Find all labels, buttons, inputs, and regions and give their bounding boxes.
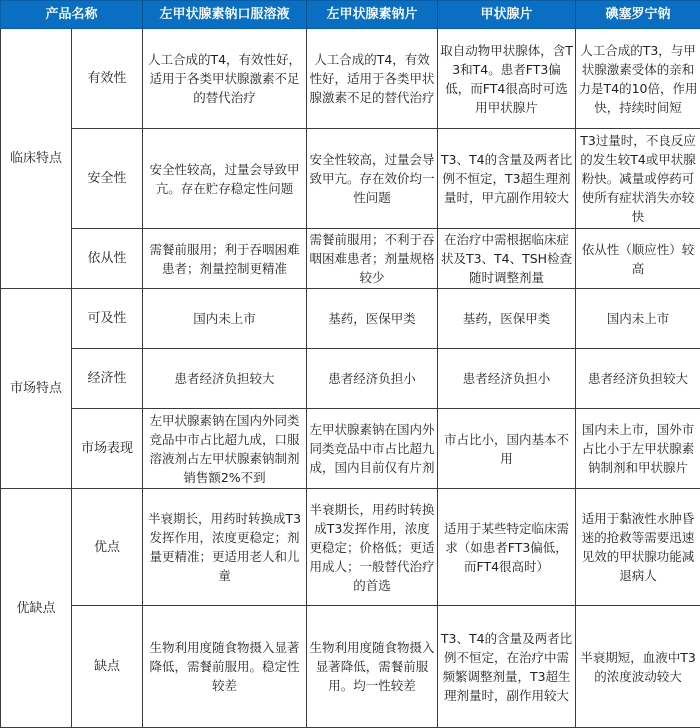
table-row [1, 349, 700, 409]
header-row [1, 1, 700, 29]
table-cell: T3、T4的含量及两者比例不恒定，在治疗中需频繁调整剂量，T3超生理剂量时，副作用较大 [438, 606, 576, 728]
table-cell: 国内未上市，国外市占比小于左甲状腺素钠制剂和甲状腺片 [576, 409, 700, 489]
table-cell: 国内未上市 [576, 289, 700, 349]
table-cell: 需餐前服用；利于吞咽困难患者；剂量控制更精准 [143, 229, 307, 289]
table-cell: 半衰期长，用药时转换成T3发挥作用，浓度更稳定；剂量更精准；更适用老人和儿童 [143, 489, 307, 606]
table-cell: 需餐前服用；不利于吞咽困难患者；剂量规格较少 [307, 229, 438, 289]
table-row [1, 129, 700, 229]
table-row [1, 409, 700, 489]
table-cell: 人工合成的T4，有效性好，适用于各类甲状腺激素不足的替代治疗 [143, 29, 307, 129]
table-cell: 基药，医保甲类 [438, 289, 576, 349]
table-cell: 左甲状腺素钠在国内外同类竞品中市占比超九成，国内目前仅有片剂 [307, 409, 438, 489]
table-cell: 人工合成的T3，与甲状腺激素受体的亲和力是T4的10倍，作用快，持续时间短 [576, 29, 700, 129]
attribute-market-performance: 市场表现 [72, 409, 143, 489]
category-clinical: 临床特点 [1, 29, 72, 289]
table-cell: 患者经济负担小 [438, 349, 576, 409]
table-cell: 基药，医保甲类 [307, 289, 438, 349]
table-row [1, 229, 700, 289]
header-levothyroxine-tablet: 左甲状腺素钠片 [307, 1, 438, 29]
header-product-name: 产品名称 [1, 1, 143, 29]
table-cell: 患者经济负担较大 [143, 349, 307, 409]
table-row [1, 289, 700, 349]
table-row [1, 29, 700, 129]
table-cell: 安全性较高，过量会导致甲亢。存在效价均一性问题 [307, 129, 438, 229]
attribute-compliance: 依从性 [72, 229, 143, 289]
header-thyroid-tablet: 甲状腺片 [438, 1, 576, 29]
table-cell: 依从性（顺应性）较高 [576, 229, 700, 289]
table-cell: 取自动物甲状腺体，含T3和T4。患者FT3偏低，而FT4很高时可选用甲状腺片 [438, 29, 576, 129]
table-cell: T3过量时，不良反应的发生较T4或甲状腺粉快。减量或停药可使所有症状消失亦较快 [576, 129, 700, 229]
category-market: 市场特点 [1, 289, 72, 489]
table-cell: 生物利用度随食物摄入显著降低，需餐前服用。稳定性较差 [143, 606, 307, 728]
attribute-safety: 安全性 [72, 129, 143, 229]
header-liothyronine-sodium: 碘塞罗宁钠 [576, 1, 700, 29]
table-cell: 人工合成的T4，有效性好，适用于各类甲状腺激素不足的替代治疗 [307, 29, 438, 129]
table-cell: 适用于黏液性水肿昏迷的抢救等需要迅速见效的甲状腺功能减退病人 [576, 489, 700, 606]
table-cell: 患者经济负担小 [307, 349, 438, 409]
attribute-advantages: 优点 [72, 489, 143, 606]
table-cell: 适用于某些特定临床需求（如患者FT3偏低，而FT4很高时） [438, 489, 576, 606]
header-levothyroxine-oral-solution: 左甲状腺素钠口服溶液 [143, 1, 307, 29]
table-cell: 安全性较高，过量会导致甲亢。存在贮存稳定性问题 [143, 129, 307, 229]
attribute-accessibility: 可及性 [72, 289, 143, 349]
table-cell: 左甲状腺素钠在国内外同类竞品中市占比超九成，口服溶液剂占左甲状腺素钠制剂销售额2%不到 [143, 409, 307, 489]
table-cell: 生物利用度随食物摄入显著降低，需餐前服用。均一性较差 [307, 606, 438, 728]
table-cell: 市占比小，国内基本不用 [438, 409, 576, 489]
table-cell: T3、T4的含量及两者比例不恒定，T3超生理剂量时，甲亢副作用较大 [438, 129, 576, 229]
table-cell: 在治疗中需根据临床症状及T3、T4、TSH检查随时调整剂量 [438, 229, 576, 289]
category-pros-cons: 优缺点 [1, 489, 72, 728]
table-cell: 半衰期短，血液中T3的浓度波动较大 [576, 606, 700, 728]
attribute-disadvantages: 缺点 [72, 606, 143, 728]
table-row [1, 606, 700, 728]
table-cell: 国内未上市 [143, 289, 307, 349]
table-cell: 患者经济负担较大 [576, 349, 700, 409]
table-cell: 半衰期长，用药时转换成T3发挥作用，浓度更稳定；价格低；更适用成人；一般替代治疗的首选 [307, 489, 438, 606]
table-row [1, 489, 700, 606]
attribute-efficacy: 有效性 [72, 29, 143, 129]
attribute-economy: 经济性 [72, 349, 143, 409]
